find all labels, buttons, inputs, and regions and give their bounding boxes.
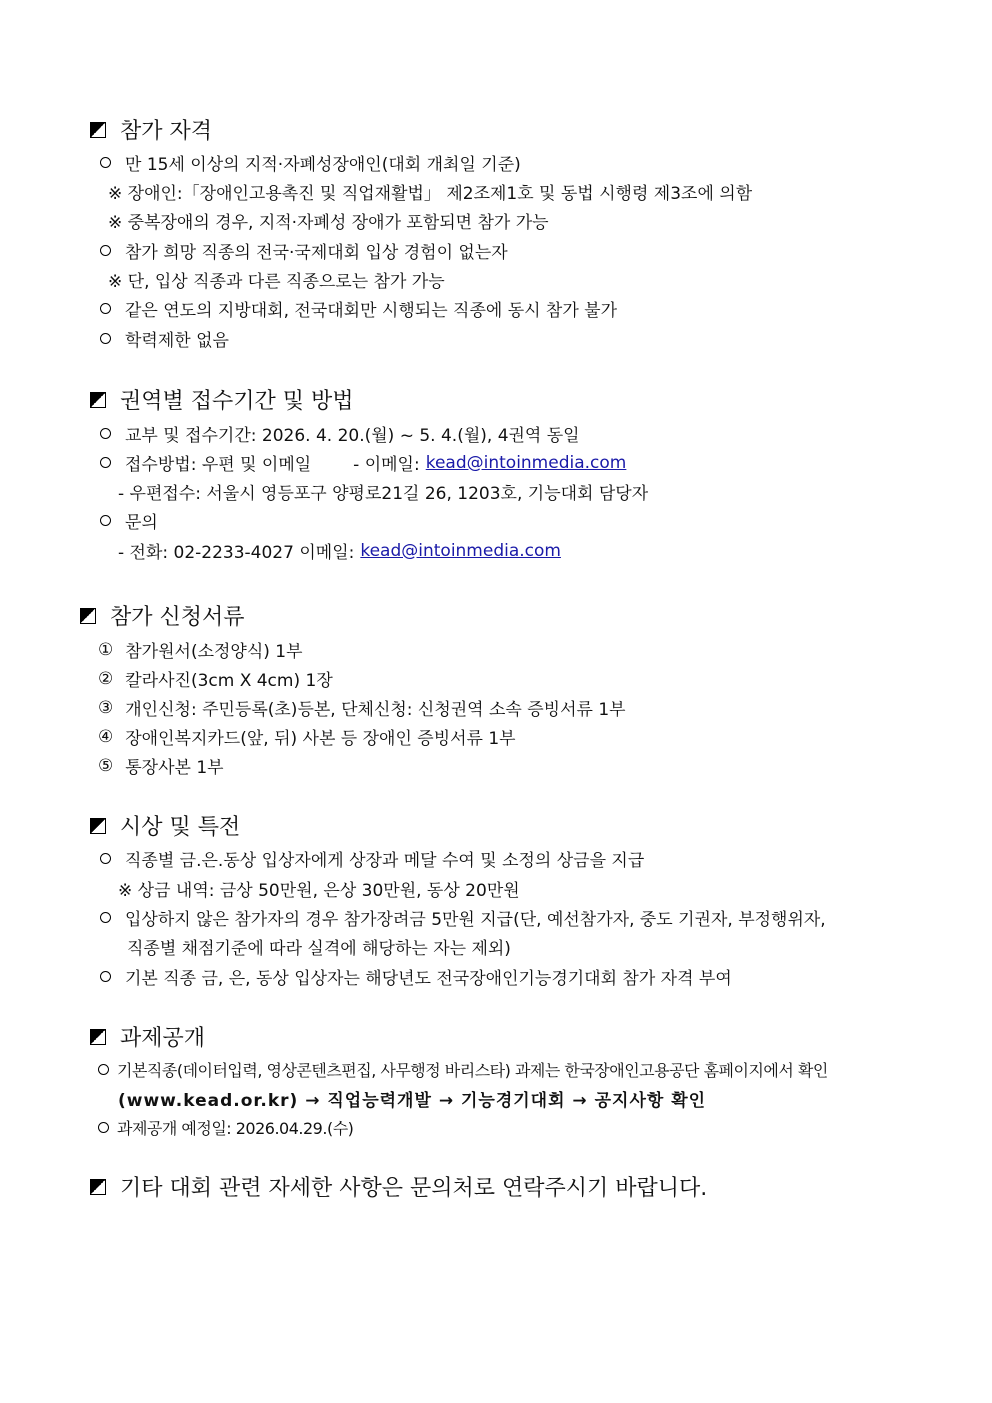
half-filled-square-icon	[90, 818, 106, 834]
section-heading-contact-note	[90, 1171, 707, 1202]
half-filled-square-icon	[90, 392, 106, 408]
circle-bullet-icon	[100, 515, 111, 526]
list-item: 문의	[100, 508, 158, 533]
note-line: ※ 장애인:「장애인고용촉진 및 직업재활법」 제2조제1호 및 동법 시행령 제3조에 의함	[108, 184, 753, 204]
circle-bullet-icon	[100, 853, 111, 864]
list-item: 접수방법: 우편 및 이메일 - 이메일: kead@intoinmedia.com	[100, 450, 626, 475]
email-link[interactable]: kead@intoinmedia.com	[360, 540, 561, 561]
half-filled-square-icon	[90, 122, 106, 138]
list-item: 입상하지 않은 참가자의 경우 참가장려금 5만원 지급(단, 예선참가자, 중도 기권자, 부정행위자,	[100, 905, 826, 930]
sub-line: - 우편접수: 서울시 영등포구 양평로21길 26, 1203호, 기능대회 담당자	[118, 484, 649, 504]
circle-bullet-icon	[100, 971, 111, 982]
list-item: 같은 연도의 지방대회, 전국대회만 시행되는 직종에 동시 참가 불가	[100, 296, 617, 321]
continuation-line: 직종별 채점기준에 따라 실격에 해당하는 자는 제외)	[127, 939, 511, 959]
list-item: 과제공개 예정일: 2026.04.29.(수)	[98, 1116, 353, 1139]
circle-bullet-icon	[98, 1064, 109, 1075]
circle-bullet-icon	[100, 245, 111, 256]
circle-bullet-icon	[100, 912, 111, 923]
note-line: ※ 중복장애의 경우, 지적·자폐성 장애가 포함되면 참가 가능	[108, 213, 549, 233]
note-line: ※ 상금 내역: 금상 50만원, 은상 30만원, 동상 20만원	[118, 881, 520, 901]
list-item: 기본 직종 금, 은, 동상 입상자는 해당년도 전국장애인기능경기대회 참가 자격 부여	[100, 964, 732, 989]
section-heading-documents	[80, 600, 245, 631]
list-item: 교부 및 접수기간: 2026. 4. 20.(월) ~ 5. 4.(월), 4권역 동일	[100, 421, 580, 446]
list-item: ① 참가원서(소정양식) 1부	[98, 639, 303, 662]
list-item: ③ 개인신청: 주민등록(초)등본, 단체신청: 신청권역 소속 증빙서류 1부	[98, 697, 626, 720]
heading-text: 권역별 접수기간 및 방법	[120, 389, 354, 414]
section-heading-tasks	[90, 1021, 205, 1052]
list-item: 만 15세 이상의 지적·자폐성장애인(대회 개최일 기준)	[100, 150, 521, 175]
list-item: ② 칼라사진(3cm X 4cm) 1장	[98, 668, 333, 691]
circle-bullet-icon	[100, 457, 111, 468]
list-item: 기본직종(데이터입력, 영상콘텐츠편집, 사무행정 바리스타) 과제는 한국장애인고용공단 홈페이지에서 확인	[98, 1058, 828, 1081]
circle-bullet-icon	[100, 333, 111, 344]
list-item: ⑤ 통장사본 1부	[98, 755, 224, 778]
heading-text: 참가 신청서류	[110, 605, 245, 630]
heading-text: 기타 대회 관련 자세한 사항은 문의처로 연락주시기 바랍니다.	[120, 1176, 708, 1201]
list-item: 직종별 금.은.동상 입상자에게 상장과 메달 수여 및 소정의 상금을 지급	[100, 846, 644, 871]
circle-bullet-icon	[100, 303, 111, 314]
heading-text: 시상 및 특전	[120, 815, 241, 840]
circle-bullet-icon	[98, 1122, 109, 1133]
note-line: ※ 단, 입상 직종과 다른 직종으로는 참가 가능	[108, 272, 445, 292]
email-link[interactable]: kead@intoinmedia.com	[425, 452, 627, 473]
section-heading-eligibility	[90, 114, 212, 145]
list-item: 참가 희망 직종의 전국·국제대회 입상 경험이 없는자	[100, 238, 508, 263]
half-filled-square-icon	[90, 1179, 106, 1195]
circle-bullet-icon	[100, 428, 111, 439]
section-heading-awards	[90, 810, 240, 841]
heading-text: 과제공개	[120, 1026, 206, 1051]
heading-text: 참가 자격	[120, 119, 213, 144]
circle-bullet-icon	[100, 157, 111, 168]
half-filled-square-icon	[80, 608, 96, 624]
navigation-path: (www.kead.or.kr) → 직업능력개발 → 기능경기대회 → 공지사항 확인	[118, 1091, 707, 1111]
section-heading-application	[90, 384, 354, 415]
half-filled-square-icon	[90, 1029, 106, 1045]
list-item: ④ 장애인복지카드(앞, 뒤) 사본 등 장애인 증빙서류 1부	[98, 726, 516, 749]
sub-line: - 전화: 02-2233-4027 이메일: kead@intoinmedia.com	[118, 540, 561, 563]
list-item: 학력제한 없음	[100, 326, 229, 351]
